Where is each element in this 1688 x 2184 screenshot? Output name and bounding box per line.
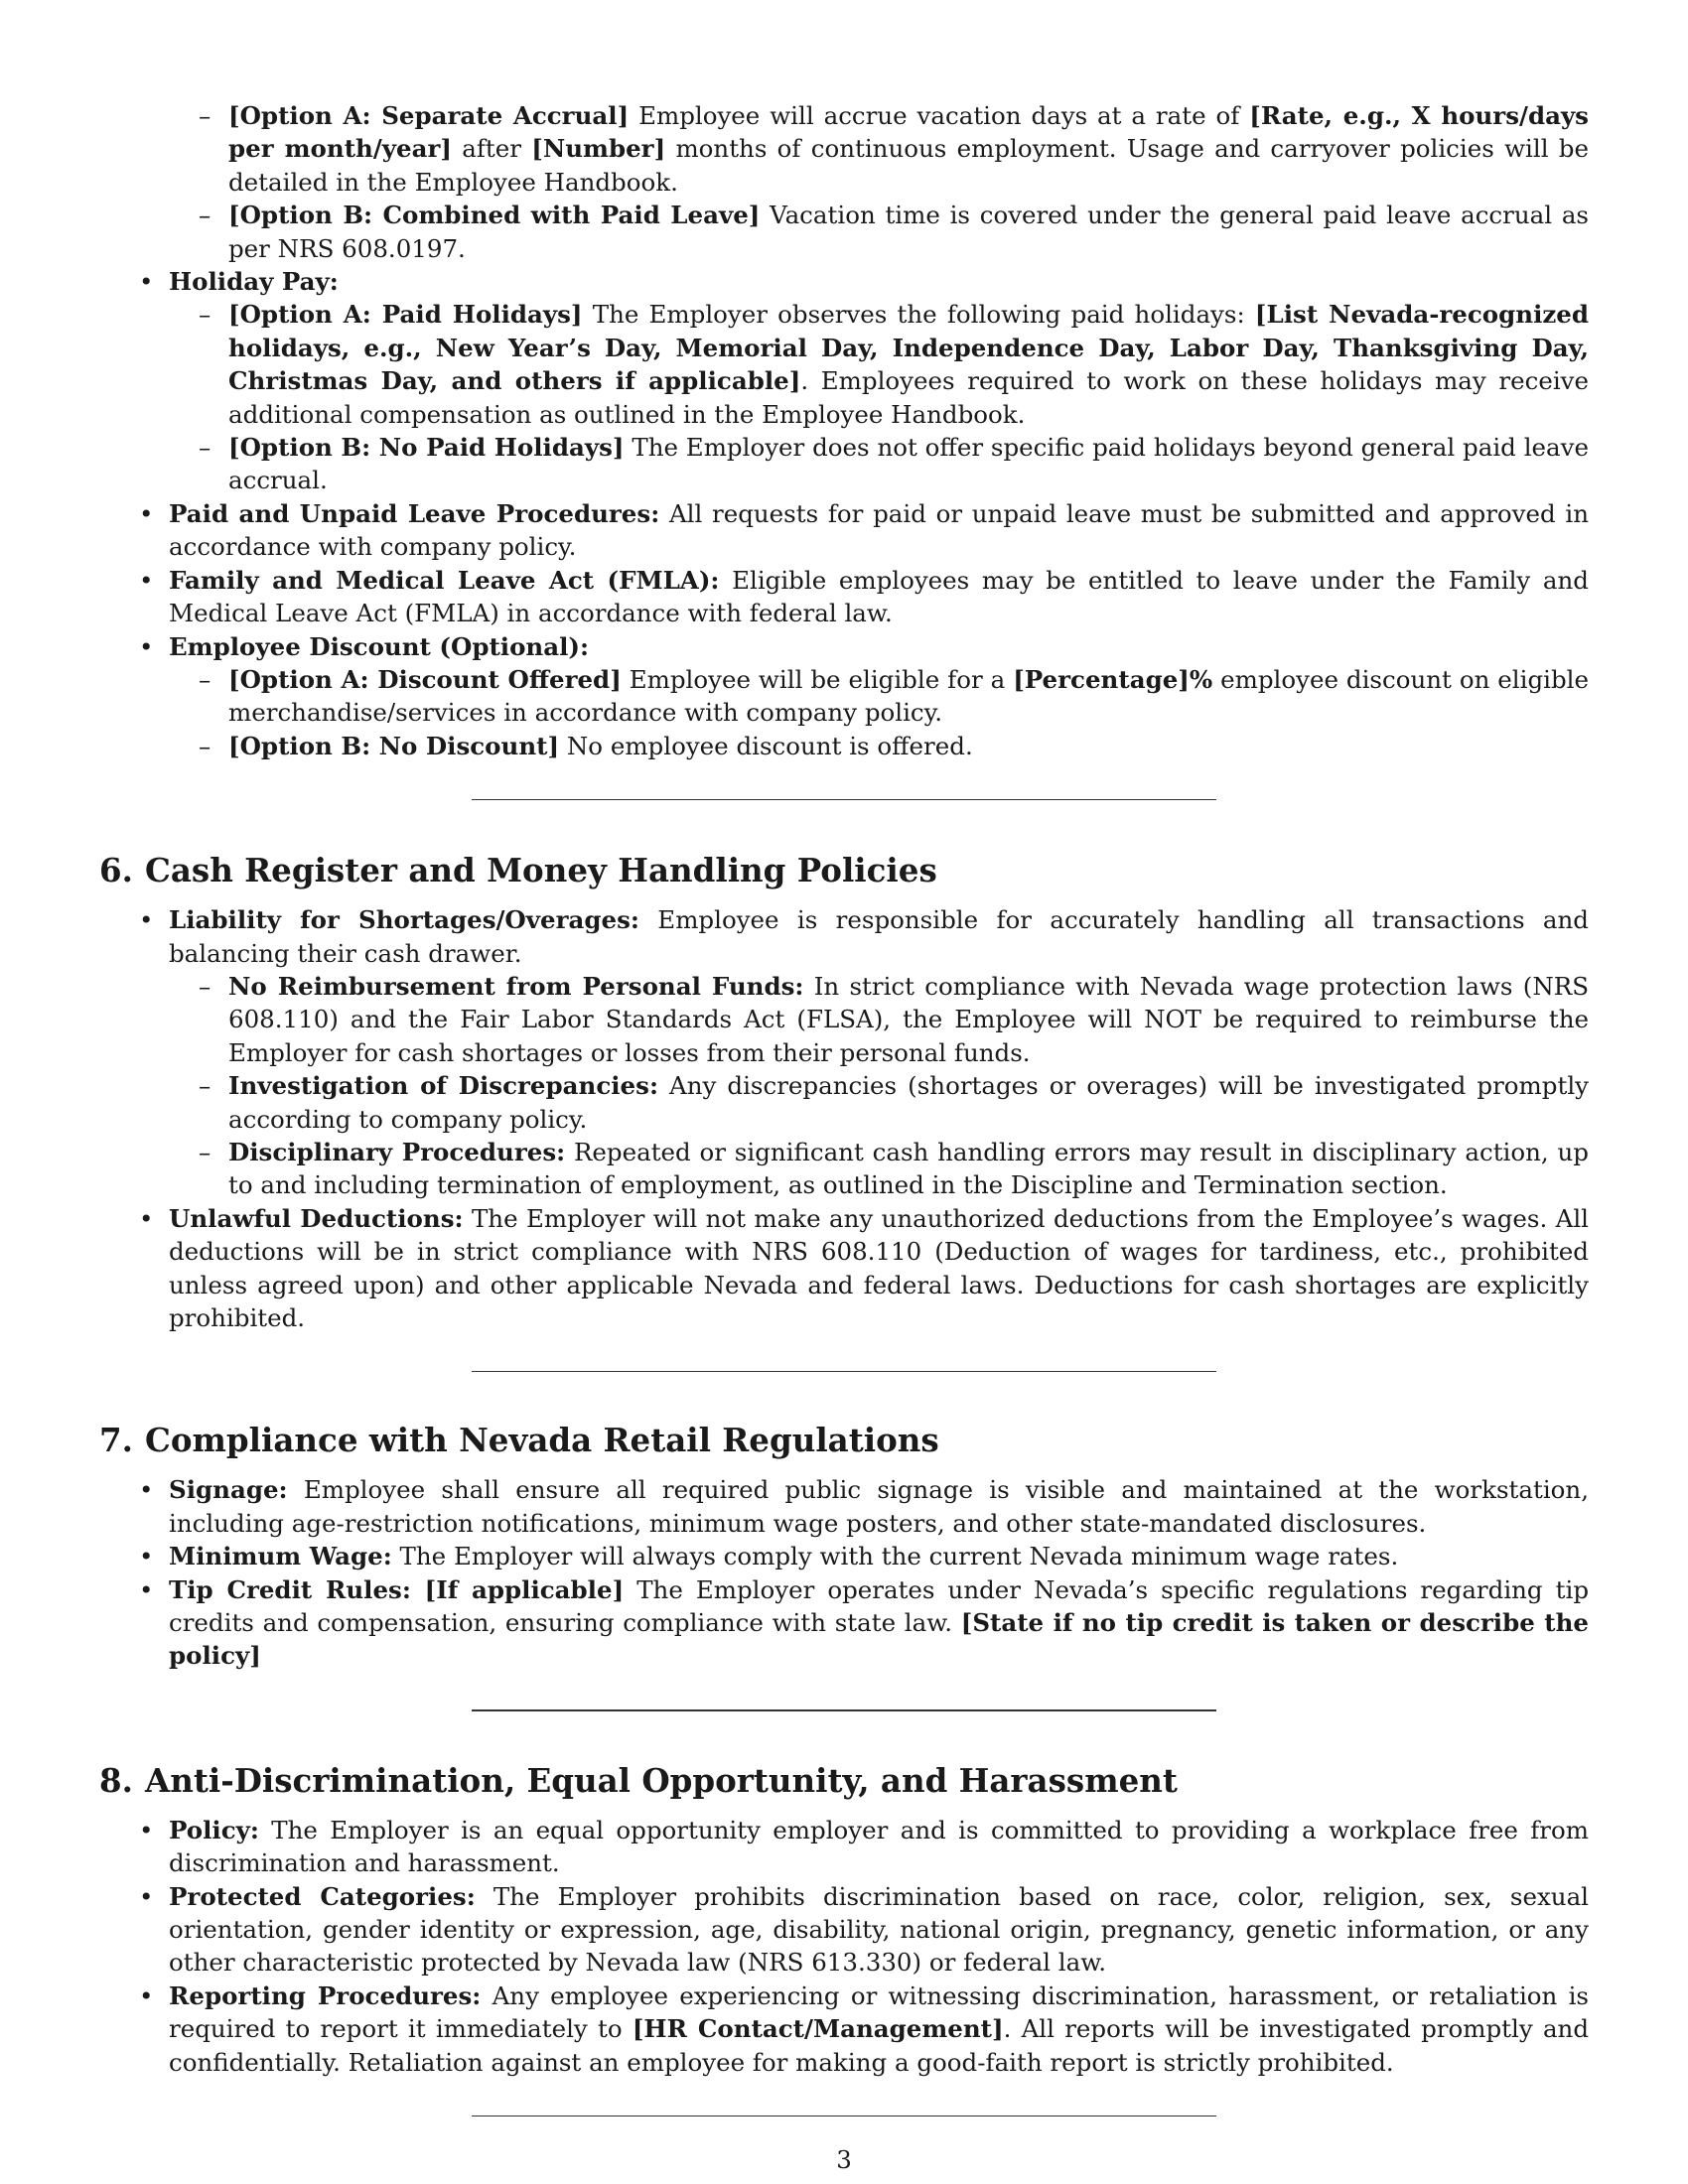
bullet-marker: • (139, 267, 154, 297)
dash-marker: – (199, 971, 211, 1001)
dash-marker: – (199, 101, 211, 130)
policy-item: • Policy: The Employer is an equal opportunity employer and is committed to providing a workplace free from discrimination and harassment. (139, 1815, 1589, 1878)
section-8-heading: 8. Anti-Discrimination, Equal Opportunity, and Harassment (99, 1760, 1178, 1800)
bullet-marker: • (139, 1203, 154, 1233)
bullet-marker: • (139, 905, 154, 935)
bullet-marker: • (139, 1980, 154, 2010)
signage-item: • Signage: Employee shall ensure all required public signage is visible and maintained at the workstation, including age-restriction notifications, minimum wage posters, and other state-mandated disclosures. (139, 1475, 1589, 1538)
section-divider (472, 1709, 1216, 1711)
minimum-wage-item: • Minimum Wage: The Employer will always comply with the current Nevada minimum wage rates. (169, 1540, 1589, 1572)
tip-credit-item: • Tip Credit Rules: [If applicable] The Employer operates under Nevada’s specific regulations regarding tip credits and compensation, ensuring compliance with state law. [State if no tip credit is taken or describe the policy] (139, 1574, 1590, 1671)
holiday-option-a: – [Option A: Paid Holidays] The Employer observes the following paid holidays: [List Nevada-recognized holidays, e.g., New Year’s Day, Memorial Day, Independence Day, Labor Day, Thanksgiving Day, Christmas Day, and others if applicable]. Employees required to work on these holidays may receive additional compensation as outlined in the Employee Handbook. (199, 300, 1590, 429)
no-reimbursement-item: – No Reimbursement from Personal Funds: In strict compliance with Nevada wage protection laws (NRS 608.110) and the Fair Labor Standards Act (FLSA), the Employee will NOT be required to reimburse the Employer for cash shortages or losses from their personal funds. (199, 971, 1589, 1067)
holiday-pay-item: • Holiday Pay: (169, 265, 1589, 298)
protected-categories-item: • Protected Categories: The Employer prohibits discrimination based on race, color, religion, sex, sexual orientation, gender identity or expression, age, disability, national origin, pregnancy, genetic information, or any other characteristic protected by Nevada law (NRS 613.330) or federal law. (139, 1881, 1590, 1978)
disciplinary-item: – Disciplinary Procedures: Repeated or significant cash handling errors may result in disciplinary action, up to and including termination of employment, as outlined in the Discipline and Termination section. (199, 1137, 1589, 1200)
section-divider (472, 799, 1216, 800)
page-number: 3 (836, 2145, 852, 2174)
bullet-marker: • (139, 1475, 154, 1505)
fmla-item: • Family and Medical Leave Act (FMLA): Eligible employees may be entitled to leave under the Family and Medical Leave Act (FMLA) in accordance with federal law. (139, 565, 1589, 628)
dash-marker: – (199, 433, 211, 463)
dash-marker: – (199, 201, 211, 230)
dash-marker: – (199, 664, 211, 694)
holiday-option-b: – [Option B: No Paid Holidays] The Employer does not offer specific paid holidays beyond general paid leave accrual. (199, 433, 1589, 495)
unlawful-deductions-item: • Unlawful Deductions: The Employer will not make any unauthorized deductions from the Employee’s wages. All deductions will be in strict compliance with NRS 608.110 (Deduction of wages for tardiness, etc., prohibited unless agreed upon) and other applicable Nevada and federal laws. Deductions for cash shortages are explicitly prohibited. (139, 1203, 1590, 1332)
bullet-marker: • (139, 631, 154, 661)
vacation-option-a: – [Option A: Separate Accrual] Employee will accrue vacation days at a rate of [Rate, e.g., X hours/days per month/year] after [Number] months of continuous employment. Usage and carryover policies will be detailed in the Employee Handbook. (199, 101, 1589, 197)
bullet-marker: • (139, 1881, 154, 1911)
employee-discount-item: • Employee Discount (Optional): (169, 630, 1589, 663)
bullet-marker: • (139, 1574, 154, 1604)
section-6-heading: 6. Cash Register and Money Handling Policies (99, 851, 937, 890)
bullet-marker: • (139, 565, 154, 595)
dash-marker: – (199, 1071, 211, 1101)
dash-marker: – (199, 1137, 211, 1166)
vacation-option-b: – [Option B: Combined with Paid Leave] Vacation time is covered under the general paid leave accrual as per NRS 608.0197. (199, 201, 1589, 263)
leave-procedures-item: • Paid and Unpaid Leave Procedures: All requests for paid or unpaid leave must be submitted and approved in accordance with company policy. (139, 498, 1590, 562)
section-7-heading: 7. Compliance with Nevada Retail Regulations (99, 1421, 939, 1460)
section-divider (472, 1371, 1216, 1372)
dash-marker: – (199, 731, 211, 760)
discount-option-a: – [Option A: Discount Offered] Employee will be eligible for a [Percentage]% employee discount on eligible merchandise/services in accordance with company policy. (199, 664, 1590, 728)
bullet-marker: • (139, 1815, 154, 1844)
bullet-marker: • (139, 1542, 154, 1571)
dash-marker: – (199, 300, 211, 330)
investigation-item: – Investigation of Discrepancies: Any discrepancies (shortages or overages) will be investigated promptly according to company policy. (199, 1071, 1589, 1134)
discount-option-b: – [Option B: No Discount] No employee discount is offered. (228, 730, 1589, 762)
liability-item: • Liability for Shortages/Overages: Employee is responsible for accurately handling all transactions and balancing their cash drawer. (139, 905, 1589, 968)
reporting-procedures-item: • Reporting Procedures: Any employee experiencing or witnessing discrimination, harassment, or retaliation is required to report it immediately to [HR Contact/Management]. All reports will be investigated promptly and confidentially. Retaliation against an employee for making a good-faith report is strictly prohibited. (139, 1980, 1590, 2077)
bullet-marker: • (139, 498, 154, 528)
page-content (99, 99, 1589, 2116)
